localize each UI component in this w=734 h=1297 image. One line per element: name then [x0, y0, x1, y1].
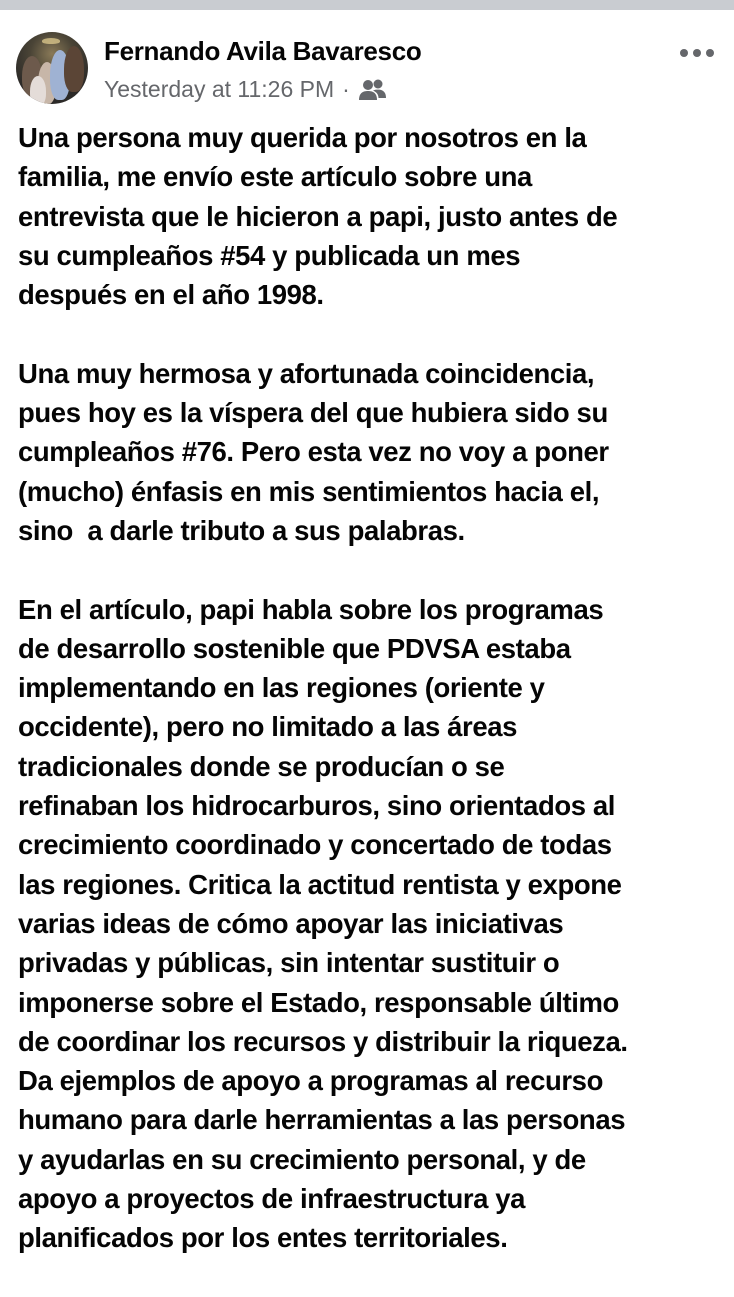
more-dot [680, 49, 688, 57]
text-line: su cumpleaños #54 y publicada un mes [18, 239, 521, 271]
text-line: varias ideas de cómo apoyar las iniciativas [18, 907, 564, 939]
text-line: refinaban los hidrocarburos, sino orientados al [18, 790, 616, 822]
post-timestamp[interactable]: Yesterday at 11:26 PM [104, 76, 335, 102]
post-header [0, 10, 734, 110]
text-line: crecimiento coordinado y concertado de todas [18, 829, 612, 861]
text-line: humano para darle herramientas a las personas [18, 1104, 626, 1136]
text-line: de desarrollo sostenible que PDVSA estaba [18, 632, 571, 664]
text-line: privadas y públicas, sin intentar sustituir o [18, 947, 560, 979]
more-dot [706, 49, 714, 57]
post-body [18, 118, 718, 1297]
text-line: cumpleaños #76. Pero esta vez no voy a poner [18, 436, 609, 468]
text-line: de coordinar los recursos y distribuir la riqueza. [18, 1025, 628, 1057]
avatar-photo-figure [64, 46, 84, 92]
text-line: Da ejemplos de apoyo a programas al recurso [18, 1065, 603, 1097]
avatar-photo-light [42, 38, 60, 44]
avatar[interactable] [16, 32, 88, 104]
text-line: imponerse sobre el Estado, responsable último [18, 986, 619, 1018]
text-line: occidente), pero no limitado a las áreas [18, 711, 518, 743]
more-dot [693, 49, 701, 57]
friends-icon[interactable] [358, 78, 388, 102]
text-line: En el artículo, papi habla sobre los programas [18, 593, 604, 625]
text-line: tradicionales donde se producían o se [18, 750, 505, 782]
avatar-photo-figure [30, 76, 46, 104]
post-paragraph [18, 354, 718, 550]
meta-separator: · [342, 76, 350, 102]
text-line: después en el año 1998. [18, 279, 324, 311]
text-line: implementando en las regiones (oriente y [18, 672, 545, 704]
text-line: entrevista que le hicieron a papi, justo antes de [18, 200, 618, 232]
post-meta [104, 76, 388, 103]
text-line: pues hoy es la víspera del que hubiera sido su [18, 397, 608, 429]
text-line: apoyo a proyectos de infraestructura ya [18, 1183, 526, 1215]
text-line: Una persona muy querida por nosotros en la [18, 122, 587, 153]
text-line: sino a darle tributo a sus palabras. [18, 514, 465, 546]
text-line: familia, me envío este artículo sobre una [18, 161, 532, 193]
text-line: y ayudarlas en su crecimiento personal, y de [18, 1143, 586, 1175]
text-line: las regiones. Critica la actitud rentista y expone [18, 868, 622, 900]
top-status-bar [0, 0, 734, 10]
post-paragraph [18, 590, 718, 1258]
text-line: Una muy hermosa y afortunada coincidencia, [18, 357, 595, 389]
more-options-icon[interactable] [680, 46, 714, 60]
text-line: planificados por los entes territoriales. [18, 1222, 508, 1254]
author-name[interactable]: Fernando Avila Bavaresco [104, 36, 422, 66]
text-line: (mucho) énfasis en mis sentimientos hacia el, [18, 475, 600, 507]
post-paragraph [18, 118, 718, 314]
